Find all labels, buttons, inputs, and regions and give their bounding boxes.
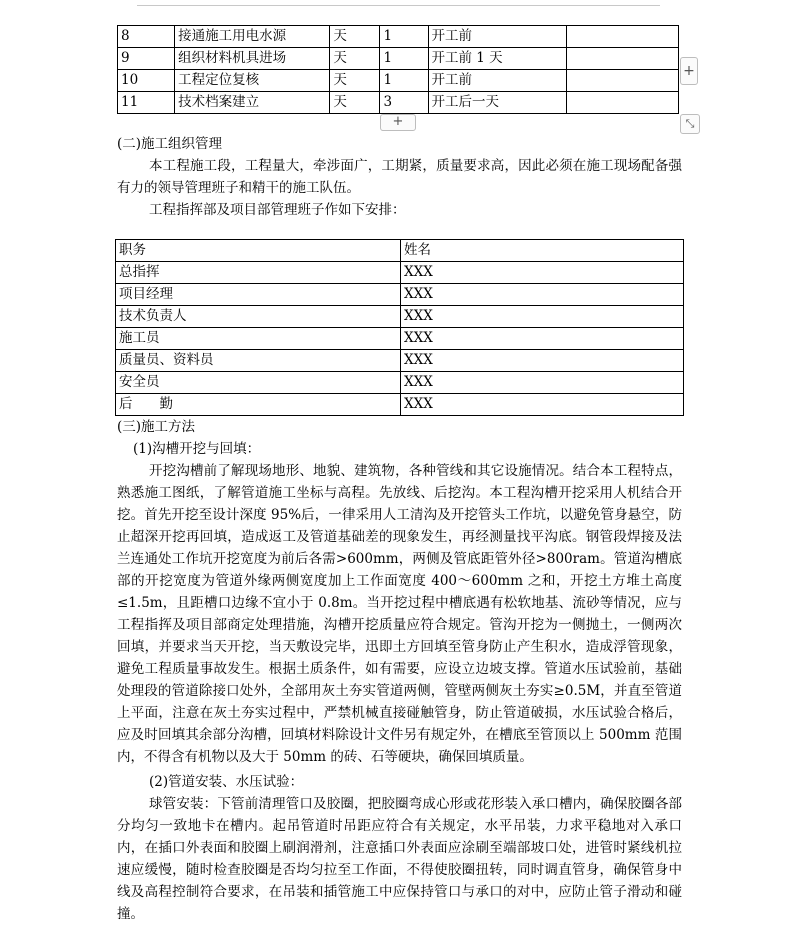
schedule-cell-note [566,92,678,114]
staff-table-header-row [116,240,684,262]
staff-cell-name: XXX [401,284,684,306]
schedule-cell-unit: 天 [330,26,380,48]
section-3-heading: (三)施工方法 [117,419,196,435]
staff-cell-name: XXX [401,372,684,394]
schedule-row [118,70,679,92]
schedule-cell-item: 工程定位复核 [175,70,330,92]
schedule-cell-no: 11 [118,92,175,114]
schedule-cell-qty: 1 [380,48,428,70]
staff-cell-role: 安全员 [116,372,401,394]
schedule-cell-no: 9 [118,48,175,70]
subsection-1-body: 开挖沟槽前了解现场地形、地貌、建筑物，各种管线和其它设施情况。结合本工程特点，熟悉施工图纸，了解管道施工坐标与高程。先放线、后挖沟。本工程沟槽开挖采用人机结合开挖。首先开挖至设计深度 95%后，一律采用人工清沟及开挖管头工作坑，以避免管身悬空，防止超深开挖再回填，造成返工及管道基础差的现象发生，再经测量找平沟底。钢管段焊接及法兰连通处工作坑开挖宽度为前后各需>600mm，两侧及管底距管外径>800ram。管道沟槽底部的开挖宽度为管道外缘两侧宽度加上工作面宽度 400～600mm 之和，开挖土方堆土高度≤1.5m，且距槽口边缘不宜小于 0.8m。当开挖过程中槽底遇有松软地基、流砂等情况，应与工程指挥及项目部商定处理措施，沟槽开挖质量应符合规定。管沟开挖为一侧抛土，一侧两次回填，并要求当天开挖，当天敷设完毕，迅即土方回填至管身防止产生积水，造成浮管现象，避免工程质量事故发生。根据土质条件，如有需要，应设立边坡支撑。管道水压试验前，基础处理段的管道除接口处外，全部用灰土夯实管道两侧，管壁两侧灰土夯实≥0.5M，并直至管道上平面，注意在灰土夯实过程中，严禁机械直接碰触管身，防止管道破损，水压试验合格后，应及时回填其余部分沟槽，回填材料除设计文件另有规定外，在槽底至管顶以上 500mm 范围内，不得含有机物以及大于 50mm 的砖、石等硬块，确保回填质量。 [117,463,682,765]
staff-row [116,372,684,394]
staff-table [115,239,684,416]
staff-row [116,306,684,328]
schedule-cell-time: 开工前 [428,70,566,92]
schedule-cell-unit: 天 [330,48,380,70]
schedule-cell-unit: 天 [330,92,380,114]
staff-row [116,328,684,350]
schedule-cell-item: 组织材料机具进场 [175,48,330,70]
schedule-row [118,26,679,48]
staff-cell-role: 后 勤 [116,394,401,416]
staff-row [116,262,684,284]
schedule-table [117,25,679,114]
section-2-paragraph-2: 工程指挥部及项目部管理班子作如下安排： [149,202,406,218]
schedule-cell-time: 开工前 1 天 [428,48,566,70]
page-top-rule [137,5,660,6]
schedule-cell-unit: 天 [330,70,380,92]
schedule-cell-note [566,48,678,70]
schedule-cell-note [566,26,678,48]
section-2-paragraph-1: 本工程施工段，工程量大，牵涉面广，工期紧，质量要求高，因此必须在施工现场配备强有力的领导管理班子和精干的施工队伍。 [117,158,682,196]
staff-row [116,350,684,372]
subsection-2-body: 球管安装：下管前清理管口及胶圈，把胶圈弯成心形或花形装入承口槽内，确保胶圈各部分均匀一致地卡在槽内。起吊管道时吊距应符合有关规定，水平吊装，力求平稳地对入承口内，在插口外表面和胶圈上刷润滑剂，注意插口外表面应涂刷至端部坡口处，进管时紧线机拉速应缓慢，随时检查胶圈是否均匀拉至工作面，不得使胶圈扭转，同时调直管身，确保管身中线及高程控制符合要求，在吊装和插管施工中应保持管口与承口的对中，应防止管子滑动和碰撞。 [117,796,682,922]
schedule-cell-no: 8 [118,26,175,48]
staff-cell-role: 技术负责人 [116,306,401,328]
schedule-cell-qty: 3 [380,92,428,114]
section-2-heading: (二)施工组织管理 [117,136,223,152]
schedule-cell-item: 接通施工用电水源 [175,26,330,48]
staff-cell-name: XXX [401,394,684,416]
staff-cell-role: 施工员 [116,328,401,350]
add-row-button[interactable]: + [380,114,416,131]
schedule-cell-item: 技术档案建立 [175,92,330,114]
add-column-button[interactable]: + [680,57,698,85]
staff-cell-role: 质量员、资料员 [116,350,401,372]
staff-cell-name: XXX [401,328,684,350]
staff-row [116,394,684,416]
staff-header-role: 职务 [116,240,401,262]
staff-cell-name: XXX [401,306,684,328]
staff-cell-role: 项目经理 [116,284,401,306]
table-resize-handle-icon[interactable]: ⤡ [680,114,700,134]
schedule-cell-time: 开工前 [428,26,566,48]
schedule-cell-qty: 1 [380,70,428,92]
staff-cell-name: XXX [401,262,684,284]
schedule-row [118,92,679,114]
staff-row [116,284,684,306]
schedule-cell-no: 10 [118,70,175,92]
staff-cell-name: XXX [401,350,684,372]
schedule-cell-time: 开工后一天 [428,92,566,114]
staff-header-name: 姓名 [401,240,684,262]
subsection-1-title: (1)沟槽开挖与回填： [133,441,261,457]
schedule-cell-note [566,70,678,92]
subsection-2-title: (2)管道安装、水压试验： [149,774,304,790]
schedule-row [118,48,679,70]
schedule-cell-qty: 1 [380,26,428,48]
staff-cell-role: 总指挥 [116,262,401,284]
